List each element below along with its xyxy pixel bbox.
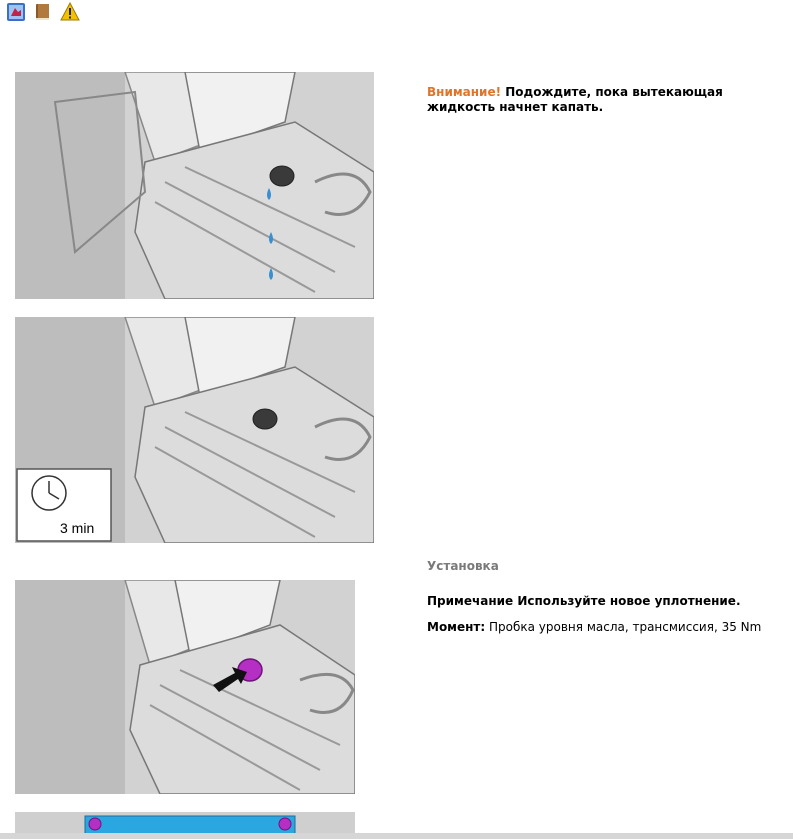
- warning-text: Подождите, пока вытекающая жидкость начнет капать.: [427, 85, 723, 114]
- warning-icon[interactable]: [60, 2, 80, 22]
- image-view-icon[interactable]: [6, 2, 26, 22]
- torque-label: Момент:: [427, 620, 486, 634]
- figure-wait-timer: [15, 317, 374, 543]
- torque-spec: [427, 620, 761, 635]
- clock-icon: [32, 476, 66, 510]
- install-note: Примечание Используйте новое уплотнение.: [427, 594, 741, 608]
- figure-install-plug: [15, 580, 355, 794]
- section-heading: Установка: [427, 559, 499, 573]
- warning-label: Внимание!: [427, 85, 502, 99]
- horizontal-scrollbar[interactable]: [0, 833, 793, 839]
- torque-text: Пробка уровня масла, трансмиссия, 35 Nm: [485, 620, 762, 634]
- warning-note: [427, 85, 789, 115]
- book-icon[interactable]: [33, 2, 53, 22]
- timer-label: 3 min: [60, 520, 95, 536]
- toolbar: [6, 2, 80, 22]
- figure-draining: [15, 72, 374, 299]
